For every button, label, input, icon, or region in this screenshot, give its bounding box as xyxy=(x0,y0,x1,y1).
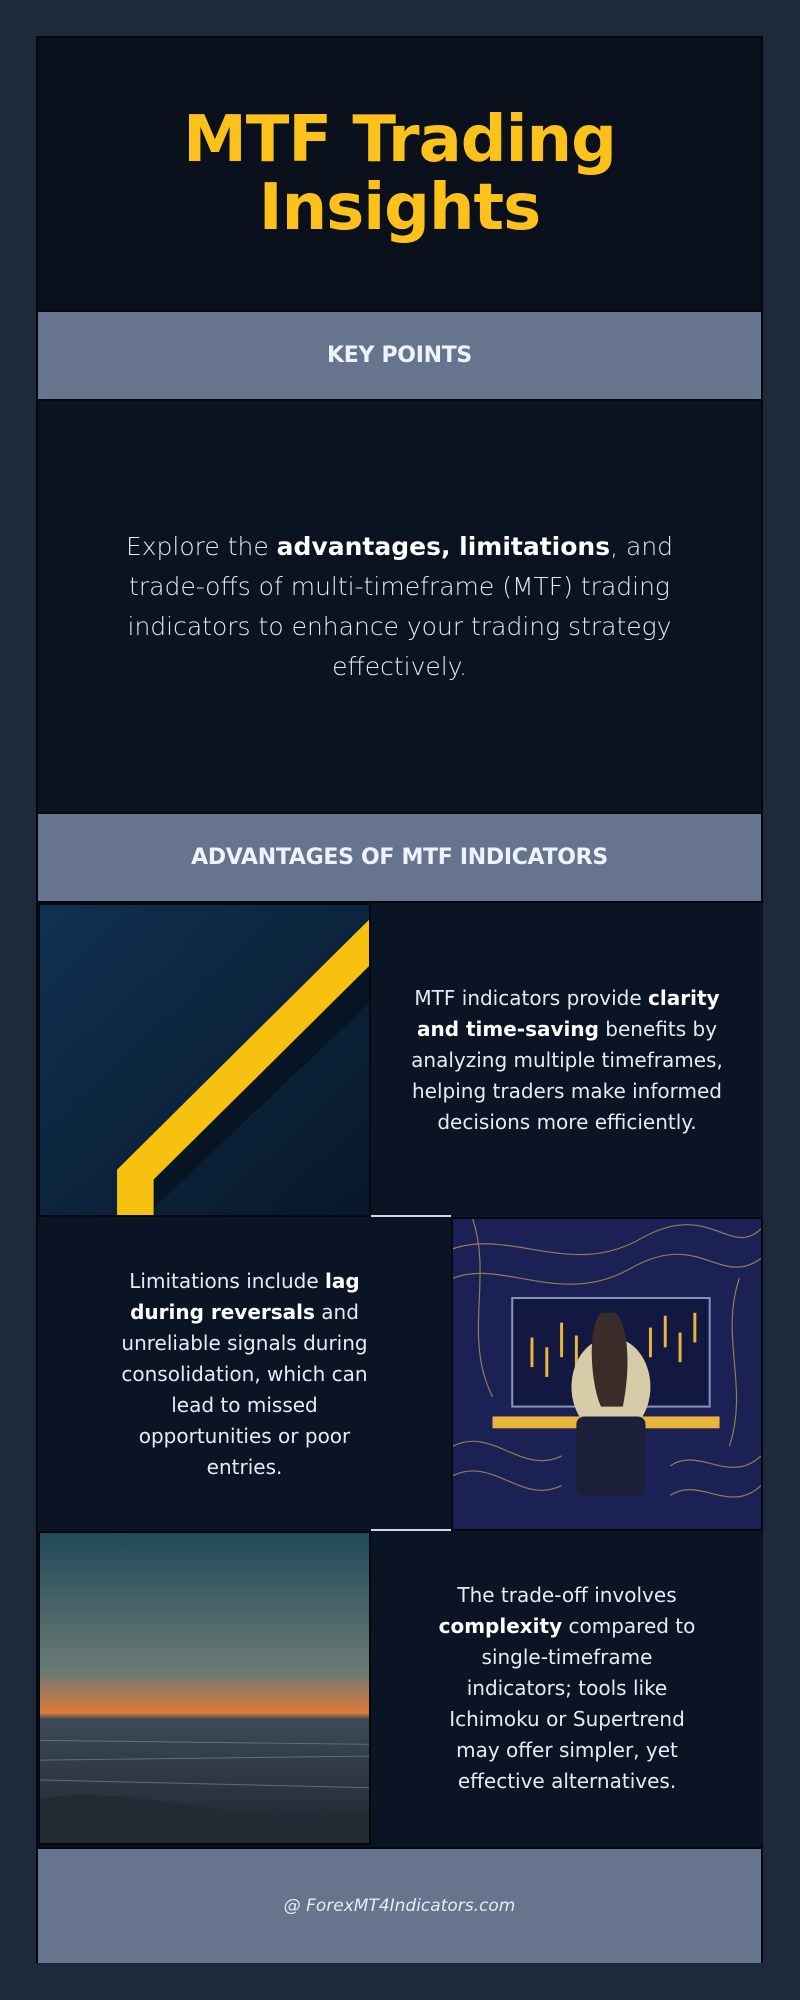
row3-bold: complexity xyxy=(438,1613,563,1638)
intro-pre: Explore the xyxy=(125,531,277,561)
intro-bold: advantages, limitations xyxy=(276,531,611,561)
key-points-heading: KEY POINTS xyxy=(327,343,472,368)
trader-illustration xyxy=(451,1217,763,1531)
abstract-stripe-image xyxy=(38,903,371,1217)
sunset-beach-image xyxy=(38,1531,371,1845)
row1-post: benefits by analyzing multiple timeframes, helping traders make informed decisions more efficiently. xyxy=(411,1016,723,1134)
row3-pre: The trade-off involves xyxy=(457,1582,677,1607)
advantages-text xyxy=(407,983,727,1138)
intro-text xyxy=(120,527,680,687)
row2-bold: lag during reversals xyxy=(130,1268,360,1324)
title-line-1: MTF Trading xyxy=(183,103,616,177)
intro-post: , and trade-offs of multi-timeframe (MTF) trading indicators to enhance your trading strategy effectively. xyxy=(127,531,674,681)
intro-section xyxy=(38,401,761,812)
limitations-text xyxy=(110,1266,380,1483)
advantages-row xyxy=(38,903,761,1217)
row3-post: compared to single-timeframe indicators; tools like Ichimoku or Supertrend may offer simpler, yet effective alternatives. xyxy=(449,1613,696,1793)
key-points-band xyxy=(38,310,761,401)
title-section xyxy=(38,38,761,310)
tradeoff-text xyxy=(432,1580,702,1797)
footer-credit: @ ForexMT4Indicators.com xyxy=(283,1896,516,1916)
row1-pre: MTF indicators provide xyxy=(414,985,649,1010)
advantages-band xyxy=(38,812,761,903)
page-title xyxy=(183,103,616,245)
advantages-heading: ADVANTAGES OF MTF INDICATORS xyxy=(191,845,608,870)
sunset-graphic xyxy=(40,1531,369,1845)
tradeoff-text-cell xyxy=(371,1531,763,1845)
title-line-2: Insights xyxy=(258,171,541,245)
footer-band xyxy=(38,1847,761,1963)
advantages-text-cell xyxy=(371,903,763,1217)
limitations-text-cell xyxy=(38,1217,451,1531)
trader-graphic xyxy=(453,1217,761,1531)
stripe-graphic xyxy=(40,903,369,1217)
row2-post: and unreliable signals during consolidation, which can lead to missed opportunities or poor entries. xyxy=(121,1299,368,1479)
row2-pre: Limitations include xyxy=(129,1268,326,1293)
infographic-frame xyxy=(36,36,763,1963)
tradeoff-row xyxy=(38,1531,761,1845)
row1-bold: clarity and time-saving xyxy=(416,985,720,1041)
limitations-row xyxy=(38,1217,761,1531)
